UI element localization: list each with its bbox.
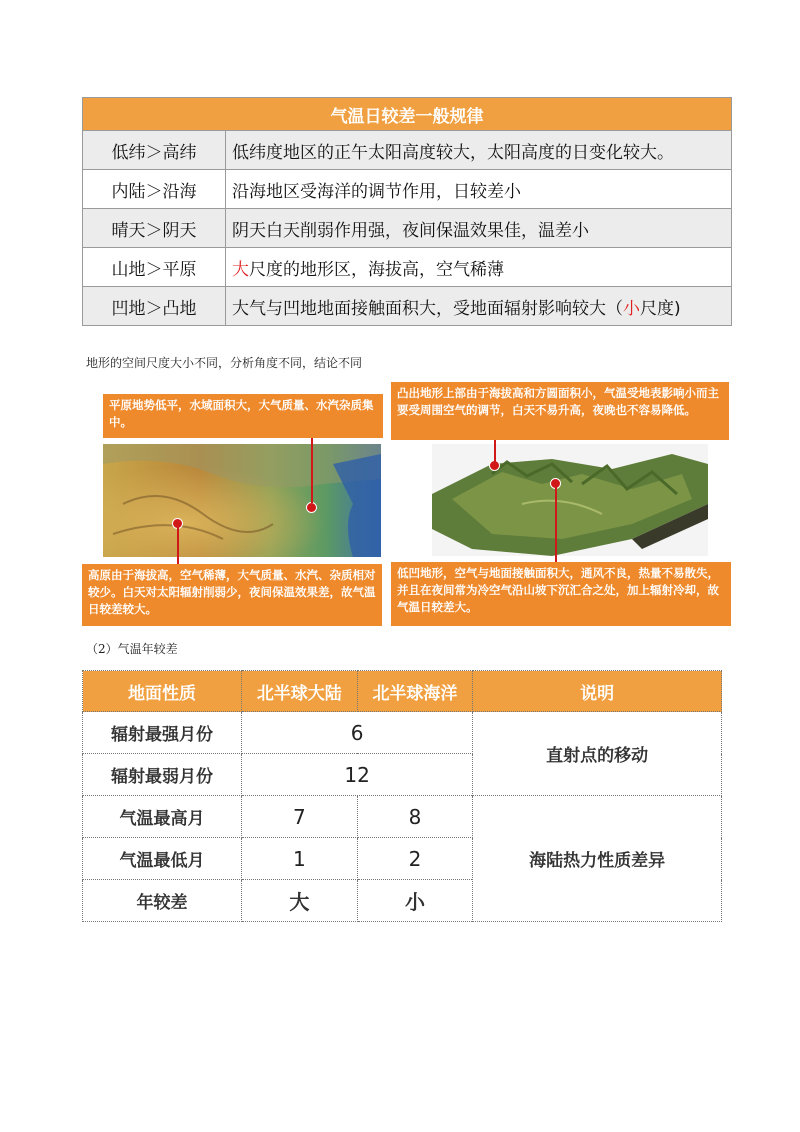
pointer-line	[311, 438, 313, 503]
row-label: 辐射最弱月份	[83, 754, 242, 796]
rule-key: 晴天＞阴天	[83, 209, 226, 248]
caption-terrain: 地形的空间尺度大小不同，分析角度不同，结论不同	[86, 356, 363, 370]
marker-dot	[306, 502, 317, 513]
highlight-text: 大	[232, 259, 249, 280]
cell-value: 大	[242, 880, 358, 922]
callout-plateau: 高原由于海拔高，空气稀薄，大气质量、水汽、杂质相对较少。白天对太阳辐射削弱少，夜间保温效果差，故气温日较差较大。	[82, 564, 382, 626]
daily-range-table	[82, 97, 732, 326]
column-header: 北半球大陆	[242, 671, 358, 712]
row-label: 气温最高月	[83, 796, 242, 838]
rule-text: 低纬度地区的正午太阳高度较大，太阳高度的日变化较大。	[226, 131, 732, 170]
column-header: 地面性质	[83, 671, 242, 712]
cell-value: 6	[242, 712, 473, 754]
rule-key: 凹地＞凸地	[83, 287, 226, 326]
cell-value: 2	[357, 838, 473, 880]
highlight-text: 小	[623, 298, 640, 319]
cell-value: 1	[242, 838, 358, 880]
column-header: 说明	[473, 671, 722, 712]
callout-concave: 低凹地形，空气与地面接触面积大，通风不良，热量不易散失，并且在夜间常为冷空气沿山坡下沉汇合之处，加上辐射冷却，故气温日较差大。	[391, 562, 731, 626]
pointer-line	[177, 524, 179, 564]
caption-annual-range: （2）气温年较差	[86, 642, 178, 656]
callout-plain: 平原地势低平，水域面积大，大气质量、水汽杂质集中。	[103, 394, 383, 438]
note-cell: 海陆热力性质差异	[473, 796, 722, 922]
rule-key: 低纬＞高纬	[83, 131, 226, 170]
terrain-model-image	[432, 444, 708, 556]
rule-text: 大气与凹地地面接触面积大，受地面辐射影响较大（小尺度)	[226, 287, 732, 326]
daily-range-title: 气温日较差一般规律	[83, 98, 732, 131]
row-label: 气温最低月	[83, 838, 242, 880]
note-cell: 直射点的移动	[473, 712, 722, 796]
cell-value: 小	[357, 880, 473, 922]
pointer-line	[555, 482, 557, 562]
rule-text: 阴天白天削弱作用强，夜间保温效果佳，温差小	[226, 209, 732, 248]
row-label: 年较差	[83, 880, 242, 922]
annual-range-table	[82, 670, 722, 922]
rule-key: 内陆＞沿海	[83, 170, 226, 209]
cell-value: 12	[242, 754, 473, 796]
cell-value: 7	[242, 796, 358, 838]
row-label: 辐射最强月份	[83, 712, 242, 754]
callout-convex: 凸出地形上部由于海拔高和方圆面积小，气温受地表影响小而主要受周围空气的调节，白天不易升高，夜晚也不容易降低。	[391, 382, 729, 440]
relief-map-image	[103, 444, 381, 557]
pointer-line	[494, 440, 496, 464]
rule-key: 山地＞平原	[83, 248, 226, 287]
rule-text: 沿海地区受海洋的调节作用，日较差小	[226, 170, 732, 209]
cell-value: 8	[357, 796, 473, 838]
rule-text: 大尺度的地形区，海拔高，空气稀薄	[226, 248, 732, 287]
column-header: 北半球海洋	[357, 671, 473, 712]
